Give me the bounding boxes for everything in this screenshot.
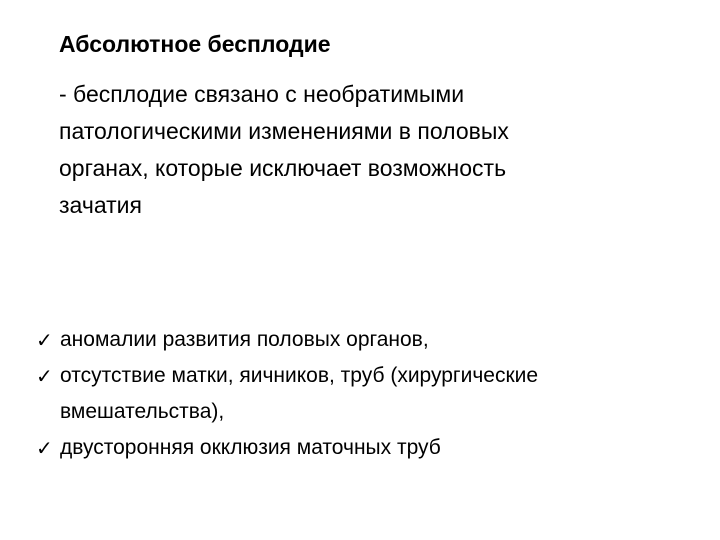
list-item — [36, 430, 676, 466]
list-item — [36, 322, 676, 358]
list-item-text: аномалии развития половых органов, — [60, 328, 429, 351]
check-mark-icon: ✓ — [36, 364, 53, 388]
definition-line: - бесплодие связано с необратимыми — [59, 81, 465, 107]
definition-line: зачатия — [59, 192, 142, 218]
list-item-text: вмешательства), — [60, 400, 225, 423]
check-mark-icon: ✓ — [36, 436, 53, 460]
definition-line: патологическими изменениями в половых — [59, 118, 509, 144]
list-item-text: двусторонняя окклюзия маточных труб — [60, 436, 441, 459]
check-mark-icon: ✓ — [36, 328, 53, 352]
list-item — [36, 358, 676, 430]
definition-line: органах, которые исключает возможность — [59, 155, 507, 181]
slide-title: Абсолютное бесплодие — [59, 31, 331, 57]
bullet-list — [36, 322, 676, 466]
list-item-text: отсутствие матки, яичников, труб (хирургические — [60, 364, 539, 387]
definition-text — [59, 76, 659, 224]
